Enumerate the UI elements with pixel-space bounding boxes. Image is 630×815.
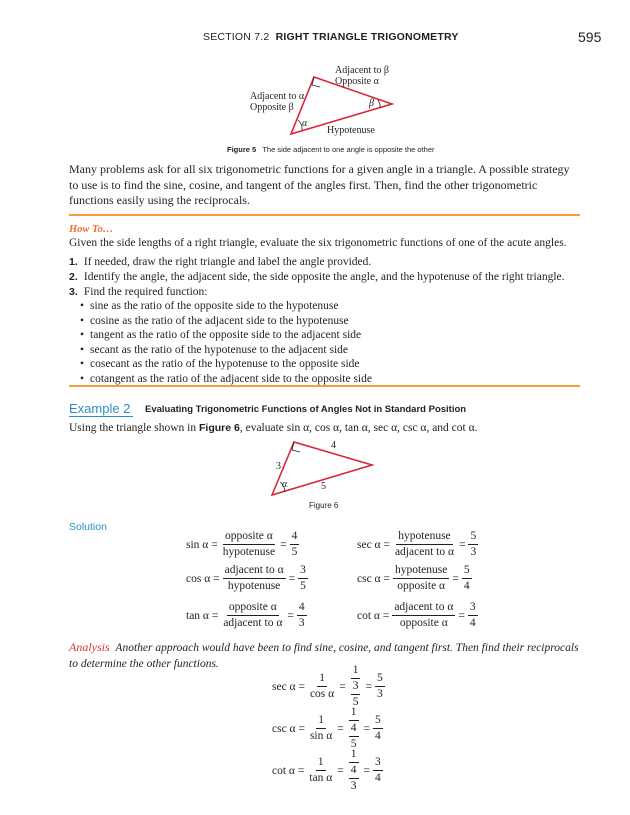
caption-number: Figure 5 (227, 145, 257, 154)
howto-bullets (80, 299, 580, 387)
intro-paragraph: Many problems ask for all six trigonometric functions for a given angle in a triangle. A possible strategy to use is to find the sine, cosine, and tangent of the angles first. Then, find the other trigonometric functions easily using the reciprocals. (69, 162, 570, 208)
section-title: RIGHT TRIANGLE TRIGONOMETRY (275, 31, 459, 43)
equation-sin: sin α = $\frac{\text{opposite α}}{\text{hypotenuse}}$ = $\frac{4}{5}$ (186, 530, 298, 558)
bullet-item: • sine as the ratio of the opposite side to the hypotenuse (80, 299, 580, 314)
label-adjacent-alpha: Adjacent to α (250, 91, 305, 102)
analysis-label: Analysis (69, 640, 110, 654)
example-prompt: Using the triangle shown in Figure 6, evaluate sin α, cos α, tan α, sec α, csc α, and cot α. (69, 422, 478, 434)
figure-6-caption: Figure 6 (309, 501, 339, 510)
analysis-text: Another approach would have been to find sine, cosine, and tangent first. Then find their reciprocals to determine the other functions. (69, 642, 579, 670)
analysis-equation-cot: cot α = $\frac{1}{\text{tan α}}$ = $\frac{1}{\frac{4}{3}}$ = $\frac{3}{4}$ (272, 748, 381, 792)
bullet-item: • secant as the ratio of the hypotenuse to the adjacent side (80, 343, 580, 358)
page-number: 595 (578, 29, 602, 45)
equation-cot: cot α = $\frac{\text{adjacent to α}}{\text{opposite α}}$ = $\frac{3}{4}$ (357, 601, 476, 629)
equation-sec: sec α = $\frac{\text{hypotenuse}}{\text{adjacent to α}}$ = $\frac{5}{3}$ (357, 530, 477, 558)
bullet-item: • cotangent as the ratio of the adjacent side to the opposite side (80, 372, 580, 387)
fig6-side-top: 4 (331, 440, 336, 451)
equation-csc: csc α = $\frac{\text{hypotenuse}}{\text{opposite α}}$ = $\frac{5}{4}$ (357, 564, 470, 592)
solution-label: Solution (69, 521, 107, 533)
example-title: Evaluating Trigonometric Functions of Angles Not in Standard Position (145, 404, 467, 415)
bullet-item: • tangent as the ratio of the opposite side to the adjacent side (80, 328, 580, 343)
equation-tan: tan α = $\frac{\text{opposite α}}{\text{adjacent to α}}$ = $\frac{4}{3}$ (186, 601, 305, 629)
howto-bottom-rule (69, 385, 580, 387)
label-adjacent-beta: Adjacent to β (335, 65, 389, 76)
step-1: 1. If needed, draw the right triangle and label the angle provided. (69, 256, 372, 268)
bullet-item: • cosecant as the ratio of the hypotenuse to the opposite side (80, 357, 580, 372)
label-opposite-alpha: Opposite α (335, 76, 379, 87)
howto-steps (69, 255, 580, 300)
caption-text: The side adjacent to one angle is opposite the other (262, 145, 435, 154)
beta-arc (378, 100, 380, 108)
fig5-beta: β (369, 98, 374, 109)
fig5-label-top (335, 65, 389, 87)
fig6-alpha: α (282, 479, 288, 490)
figure-5-caption (227, 145, 435, 154)
analysis-equation-sec: sec α = $\frac{1}{\text{cos α}}$ = $\frac{1}{\frac{3}{5}}$ = $\frac{5}{3}$ (272, 664, 383, 708)
equation-cos: cos α = $\frac{\text{adjacent to α}}{\text{hypotenuse}}$ = $\frac{3}{5}$ (186, 564, 306, 592)
label-opposite-beta: Opposite β (250, 102, 294, 113)
step-3: 3. Find the required function: (69, 286, 208, 298)
fig6-side-bottom: 5 (321, 481, 326, 492)
example-underline (69, 416, 133, 417)
howto-label: How To… (69, 224, 114, 235)
howto-lead: Given the side lengths of a right triangle, evaluate the six trigonometric functions of one of the acute angles. (69, 237, 567, 249)
section-header (203, 31, 459, 43)
section-number: SECTION 7.2 (203, 31, 270, 43)
analysis-equation-csc: csc α = $\frac{1}{\text{sin α}}$ = $\frac{1}{\frac{4}{5}}$ = $\frac{5}{4}$ (272, 706, 381, 750)
fig5-alpha: α (302, 118, 308, 129)
step-2: 2. Identify the angle, the adjacent side, the side opposite the angle, and the hypotenuse of the right triangle. (69, 271, 565, 283)
howto-top-rule (69, 214, 580, 216)
bullet-item: • cosine as the ratio of the adjacent side to the hypotenuse (80, 314, 580, 329)
example-label: Example 2 (69, 401, 131, 416)
fig5-label-left (250, 91, 304, 113)
fig6-side-left: 3 (276, 461, 281, 472)
fig5-hypotenuse: Hypotenuse (327, 125, 375, 136)
